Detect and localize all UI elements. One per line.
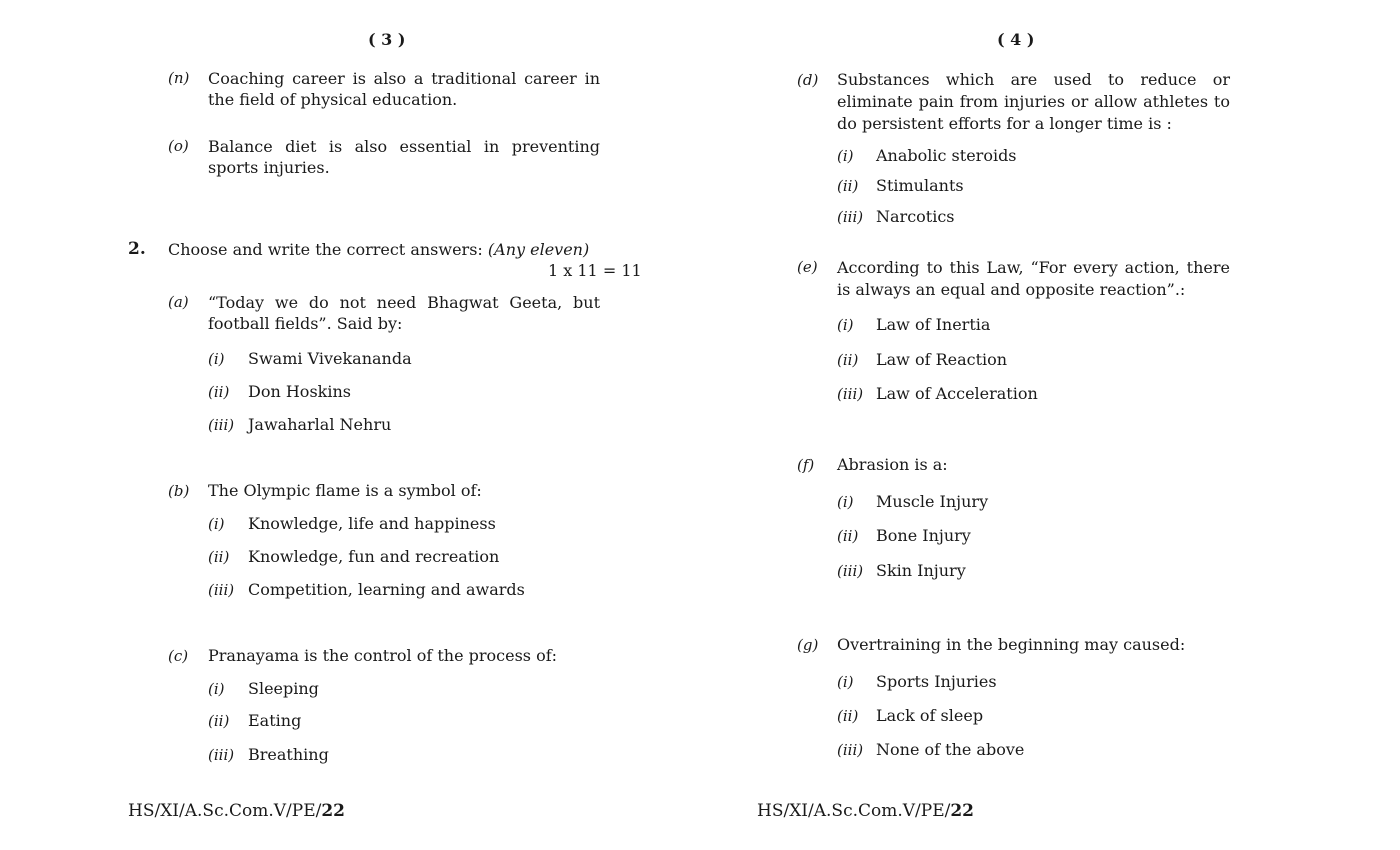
instruction-note: (Any eleven) <box>487 240 590 259</box>
question-label-f: (f) <box>797 456 815 474</box>
option-text: Stimulants <box>876 176 964 195</box>
option-label: (iii) <box>208 746 235 764</box>
option-text: Sleeping <box>248 679 319 698</box>
question-label-b: (b) <box>168 482 190 500</box>
item-label-n: (n) <box>168 69 190 87</box>
option-text: Knowledge, fun and recreation <box>248 547 500 566</box>
option-label: (ii) <box>837 351 859 369</box>
option-label: (ii) <box>837 177 859 195</box>
option-label: (ii) <box>208 383 230 401</box>
page-number-left: ( 3 ) <box>368 30 406 49</box>
footer-prefix: HS/XI/A.Sc.Com.V/PE/ <box>128 801 322 821</box>
option-label: (i) <box>208 515 225 533</box>
option-text: Law of Reaction <box>876 350 1008 369</box>
option-label: (iii) <box>837 741 864 759</box>
marks-allocation: 1 x 11 = 11 <box>548 261 642 280</box>
option-label: (ii) <box>837 527 859 545</box>
question-number-2: 2. <box>128 239 146 259</box>
question-label-a: (a) <box>168 293 189 311</box>
option-text: Swami Vivekananda <box>248 349 412 368</box>
option-label: (iii) <box>208 416 235 434</box>
option-text: Skin Injury <box>876 561 966 580</box>
question-2-instruction <box>168 239 589 260</box>
option-label: (ii) <box>837 707 859 725</box>
option-text: Narcotics <box>876 207 955 226</box>
item-text-n: Coaching career is also a traditional career in the field of physical education. <box>208 69 600 109</box>
question-label-d: (d) <box>797 71 819 89</box>
footer-number: 22 <box>321 801 346 821</box>
option-text: Don Hoskins <box>248 382 351 401</box>
question-text-d: Substances which are used to reduce or eliminate pain from injuries or allow athletes to do persistent efforts for a longer time is : <box>837 70 1230 133</box>
question-label-g: (g) <box>797 636 819 654</box>
footer-number: 22 <box>950 801 975 821</box>
option-text: Law of Inertia <box>876 315 991 334</box>
option-text: Eating <box>248 711 302 730</box>
question-label-e: (e) <box>797 258 818 276</box>
option-text: Sports Injuries <box>876 672 997 691</box>
option-text: None of the above <box>876 740 1025 759</box>
question-label-c: (c) <box>168 647 189 665</box>
question-text-c: Pranayama is the control of the process of: <box>208 646 558 665</box>
option-text: Jawaharlal Nehru <box>248 415 392 434</box>
question-text-g: Overtraining in the beginning may caused: <box>837 635 1186 654</box>
item-label-o: (o) <box>168 137 189 155</box>
option-text: Anabolic steroids <box>876 146 1017 165</box>
option-label: (i) <box>837 673 854 691</box>
option-label: (iii) <box>837 562 864 580</box>
instruction-text: Choose and write the correct answers: <box>168 240 483 259</box>
option-label: (iii) <box>208 581 235 599</box>
option-label: (i) <box>837 147 854 165</box>
page-number-right: ( 4 ) <box>997 30 1035 49</box>
footer-prefix: HS/XI/A.Sc.Com.V/PE/ <box>757 801 951 821</box>
footer-code-right <box>757 801 974 821</box>
option-label: (i) <box>208 350 225 368</box>
option-label: (ii) <box>208 548 230 566</box>
option-label: (i) <box>837 316 854 334</box>
question-text-b: The Olympic flame is a symbol of: <box>208 481 482 500</box>
option-text: Muscle Injury <box>876 492 989 511</box>
question-text-e: According to this Law, “For every action, there is always an equal and opposite reaction”.: <box>837 258 1230 299</box>
option-text: Competition, learning and awards <box>248 580 525 599</box>
option-text: Law of Acceleration <box>876 384 1038 403</box>
option-label: (i) <box>837 493 854 511</box>
option-text: Lack of sleep <box>876 706 984 725</box>
option-text: Breathing <box>248 745 329 764</box>
question-text-f: Abrasion is a: <box>837 455 948 474</box>
footer-code-left <box>128 801 345 821</box>
option-label: (iii) <box>837 208 864 226</box>
option-label: (i) <box>208 680 225 698</box>
option-label: (iii) <box>837 385 864 403</box>
question-text-a: “Today we do not need Bhagwat Geeta, but football fields”. Said by: <box>208 293 600 333</box>
option-text: Bone Injury <box>876 526 971 545</box>
option-text: Knowledge, life and happiness <box>248 514 496 533</box>
item-text-o: Balance diet is also essential in preventing sports injuries. <box>208 137 600 177</box>
option-label: (ii) <box>208 712 230 730</box>
